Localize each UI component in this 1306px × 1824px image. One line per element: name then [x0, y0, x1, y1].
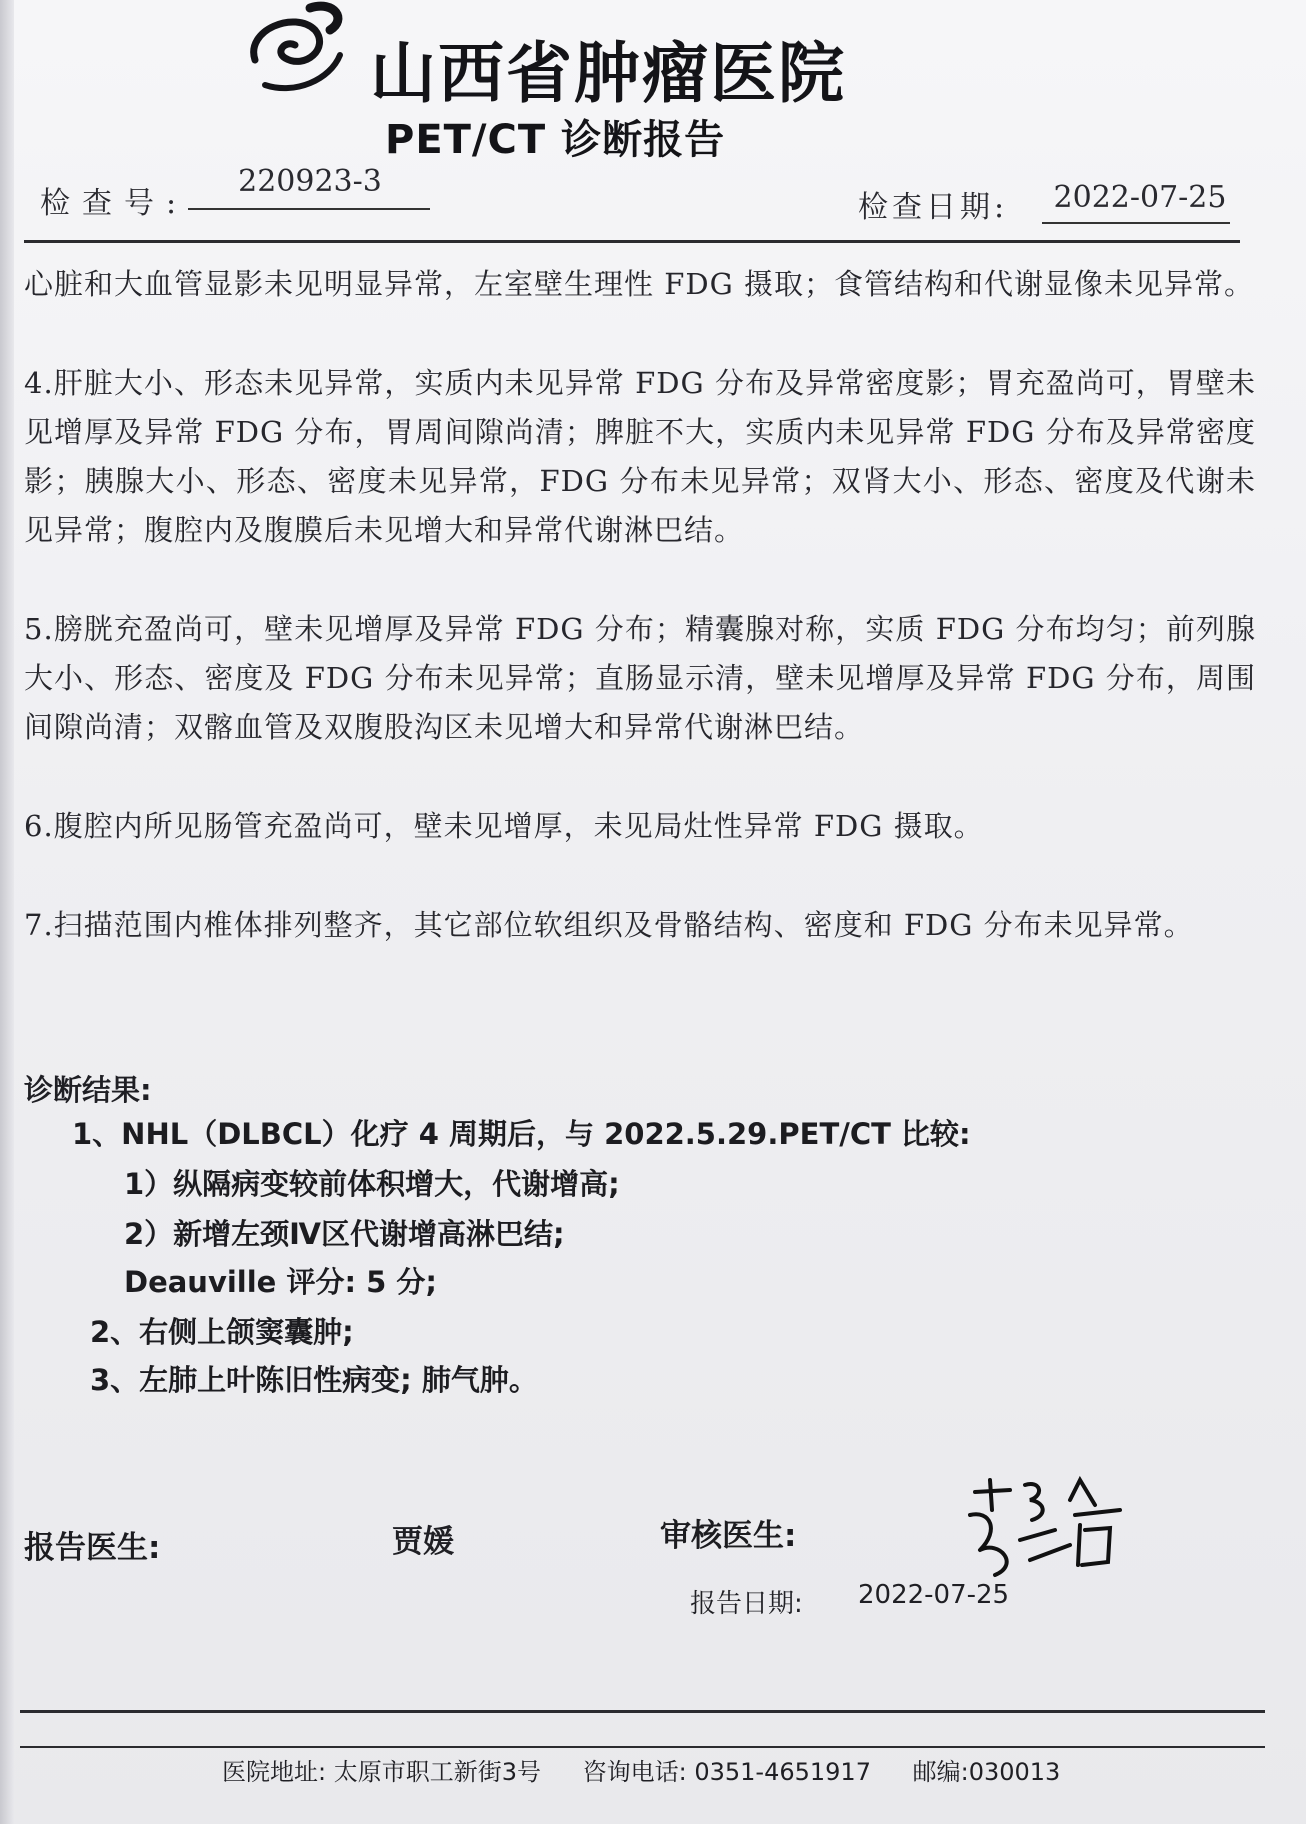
report-date-value: 2022-07-25	[858, 1580, 1010, 1610]
deauville-score: Deauville 评分: 5 分;	[124, 1265, 438, 1299]
finding-paragraph-6: 6.腹腔内所见肠管充盈尚可，壁未见增厚，未见局灶性异常 FDG 摄取。	[24, 809, 984, 843]
findings-section	[24, 260, 1256, 1000]
finding-paragraph-7: 7.扫描范围内椎体排列整齐，其它部位软组织及骨骼结构、密度和 FDG 分布未见异常。	[24, 908, 1194, 942]
diagnosis-item-1-sub-2: 2）新增左颈Ⅳ区代谢增高淋巴结;	[124, 1217, 565, 1251]
diagnosis-item-2: 2、右侧上颌窦囊肿;	[90, 1315, 354, 1349]
exam-number-label: 检查号:	[40, 186, 189, 221]
reviewer-label: 审核医生:	[660, 1518, 797, 1554]
exam-date-value: 2022-07-25	[1053, 180, 1227, 215]
finding-paragraph-5: 5.膀胱充盈尚可，壁未见增厚及异常 FDG 分布；精囊腺对称，实质 FDG 分布均匀；前列腺大小、形态、密度及 FDG 分布未见异常；直肠显示清，壁未见增厚及异常 FDG 分布，周围间隙尚清；双髂血管及双腹股沟区未见增大和异常代谢淋巴结。	[24, 612, 1256, 744]
footer-divider	[20, 1710, 1265, 1713]
finding-paragraph-4: 4.肝脏大小、形态未见异常，实质内未见异常 FDG 分布及异常密度影；胃充盈尚可，胃壁未见增厚及异常 FDG 分布，胃周间隙尚清；脾脏不大，实质内未见异常 FDG 分布及异常密度影；胰腺大小、形态、密度未见异常，FDG 分布未见异常；双肾大小、形态、密度及代谢未见异常；腹腔内及腹膜后未见增大和异常代谢淋巴结。	[24, 366, 1256, 547]
diagnosis-item-1: 1、NHL（DLBCL）化疗 4 周期后，与 2022.5.29.PET/CT 比较:	[72, 1117, 971, 1151]
exam-number-underline	[188, 208, 430, 210]
footer-contact	[222, 1752, 1094, 1787]
page-binding-edge	[0, 0, 14, 1824]
header-divider	[24, 240, 1240, 243]
finding-paragraph-heart: 心脏和大血管显影未见明显异常，左室壁生理性 FDG 摄取；食管结构和代谢显像未见异常。	[24, 267, 1254, 301]
hospital-phone: 咨询电话: 0351-4651917	[582, 1758, 871, 1786]
footer-divider-lower	[20, 1746, 1265, 1748]
hospital-logo-icon	[235, 0, 355, 100]
hospital-name: 山西省肿瘤医院	[370, 35, 846, 112]
reporter-label: 报告医生:	[24, 1530, 161, 1566]
reporter-name: 贾媛	[392, 1524, 454, 1560]
exam-date-underline	[1042, 222, 1230, 224]
report-date-label: 报告日期:	[690, 1589, 803, 1619]
reviewer-signature-icon	[960, 1470, 1140, 1590]
hospital-address: 医院地址: 太原市职工新街3号	[222, 1758, 541, 1786]
diagnosis-item-1-sub-1: 1）纵隔病变较前体积增大，代谢增高;	[124, 1167, 620, 1201]
hospital-postcode: 邮编:030013	[912, 1758, 1061, 1786]
exam-number-value: 220923-3	[238, 164, 382, 199]
diagnosis-heading: 诊断结果:	[24, 1073, 152, 1107]
report-title: PET/CT 诊断报告	[385, 117, 726, 163]
diagnosis-item-3: 3、左肺上叶陈旧性病变; 肺气肿。	[90, 1363, 538, 1397]
exam-date-label: 检查日期:	[858, 190, 1009, 225]
